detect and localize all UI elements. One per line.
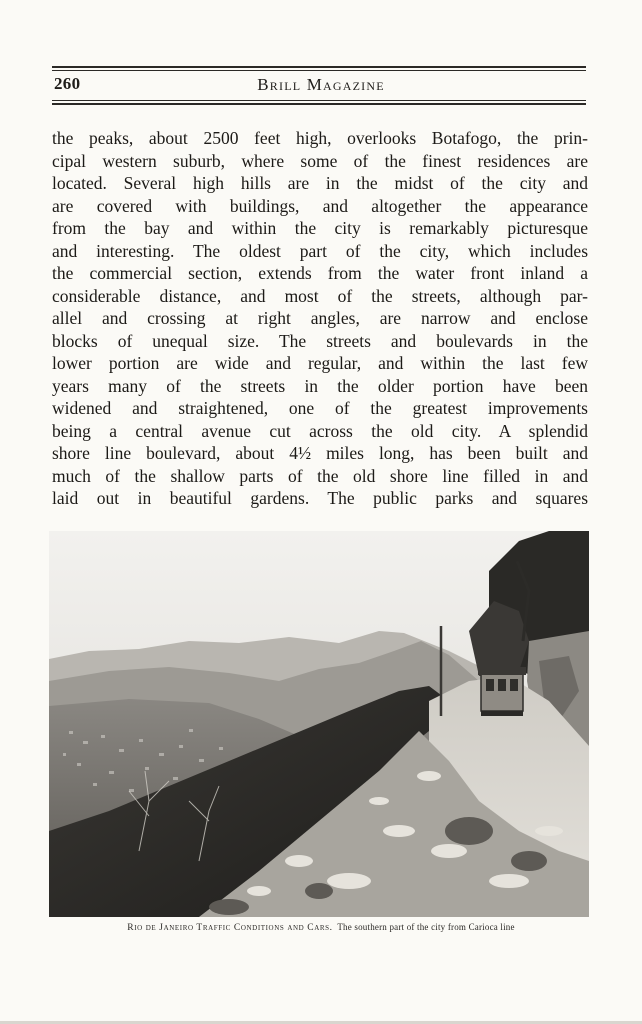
caption-title: Rio de Janeiro Traffic Conditions and Cars. [127,923,333,933]
text-line: much of the shallow parts of the old shore line filled in and [52,465,588,486]
page-number: 260 [54,74,81,93]
text-line: cipal western suburb, where some of the finest residences are [52,150,588,171]
text-line: being a central avenue cut across the old city. A splendid [52,420,588,441]
text-line: and interesting. The oldest part of the city, which includes [52,240,588,261]
figure-caption [0,922,642,933]
text-line: shore line boulevard, about 4½ miles long, has been built and [52,443,588,463]
text-line: located. Several high hills are in the midst of the city and [52,173,588,193]
header-rule-top-thin [52,70,586,71]
text-line: the peaks, about 2500 feet high, overlooks Botafogo, the prin- [52,128,588,148]
text-line: the commercial section, extends from the water front inland a [52,263,588,283]
tram-car [478,667,526,716]
text-line: are covered with buildings, and altogether the appearance [52,195,588,216]
text-line: blocks of unequal size. The streets and boulevards in the [52,330,588,351]
text-line: years many of the streets in the older portion have been [52,375,588,396]
text-line: allel and crossing at right angles, are narrow and enclose [52,308,588,328]
text-line: from the bay and within the city is remarkably picturesque [52,218,588,238]
caption-text: The southern part of the city from Carioca line [337,922,515,932]
body-paragraph [52,127,588,510]
mountain-road-photo-illustration [49,531,589,917]
text-line: widened and straightened, one of the greatest improvements [52,398,588,418]
header-rule-bottom-thick [52,103,586,105]
text-line: lower portion are wide and regular, and within the last few [52,353,588,373]
text-line: laid out in beautiful gardens. The public parks and squares [52,488,588,508]
header-rule-bottom-thin [52,100,586,101]
landscape-photograph [49,531,589,917]
text-line: considerable distance, and most of the streets, although par- [52,285,588,306]
running-title: Brill Magazine [257,75,385,94]
header-rule-top-thick [52,66,586,68]
